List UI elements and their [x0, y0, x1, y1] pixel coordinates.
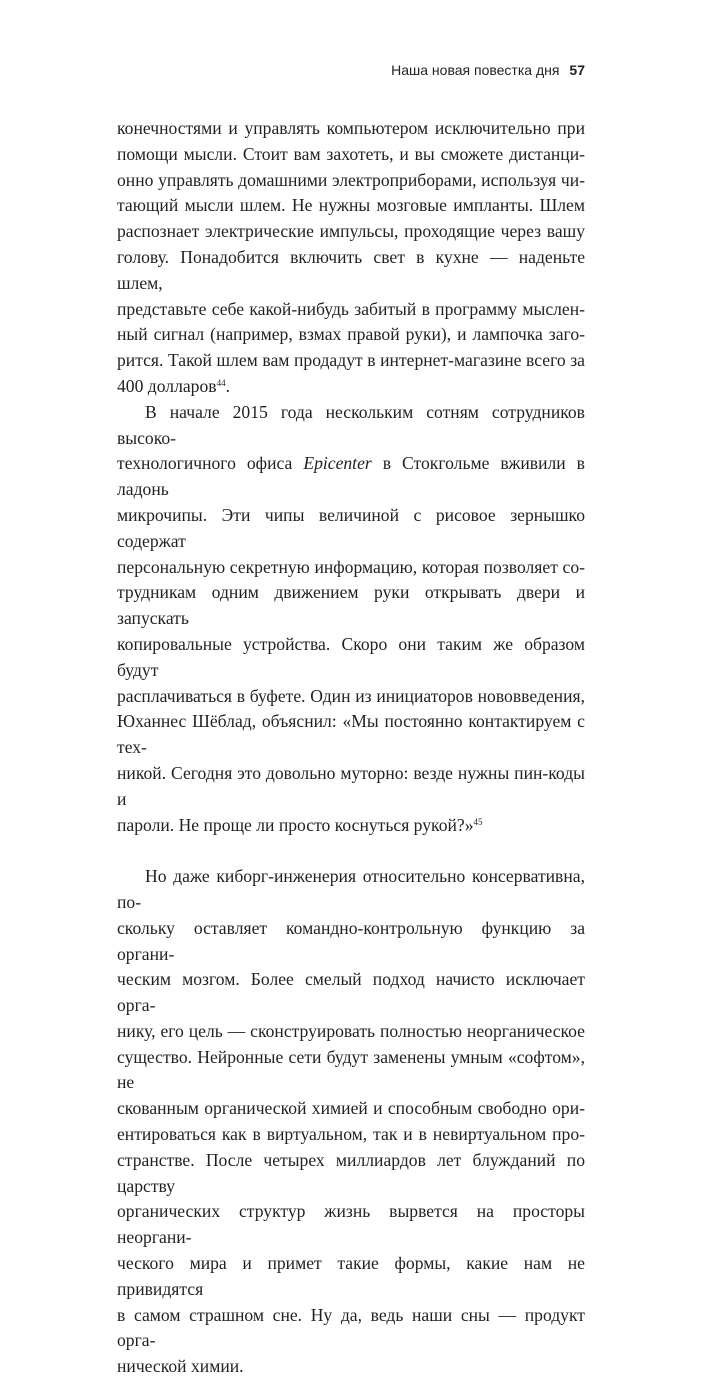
- body-text: [117, 116, 585, 1380]
- text-line: голову. Понадобится включить свет в кухне — наденьте шлем,: [117, 246, 585, 293]
- text-line: рится. Такой шлем вам продадут в интернет-магазине всего за: [117, 350, 585, 371]
- page-number: 57: [569, 62, 585, 78]
- text-line: Но даже киборг-инженерия относительно консервативна, по-: [117, 866, 585, 912]
- text-line: [117, 813, 585, 839]
- text-line: представьте себе какой-нибудь забитый в программу мыслен-: [117, 298, 585, 319]
- text-line: онно управлять домашними электроприборами, используя чи-: [117, 169, 585, 190]
- text-fragment: в Стокгольме вживили в ладонь: [117, 453, 585, 500]
- text-line: скольку оставляет командно-контрольную функцию за органи-: [117, 917, 585, 964]
- text-line: расплачиваться в буфете. Один из инициаторов нововведения,: [117, 685, 585, 706]
- text-line: ный сигнал (например, взмах правой руки), и лампочка заго-: [117, 324, 585, 345]
- text-line: нику, его цель — сконструировать полностью неорганическое: [117, 1020, 585, 1041]
- text-line: существо. Нейронные сети будут заменены умным «софтом», не: [117, 1046, 585, 1093]
- chapter-title: Наша новая повестка дня: [391, 62, 560, 78]
- text-line: в самом страшном сне. Ну да, ведь наши сны — продукт орга-: [117, 1304, 585, 1351]
- text-line: В начале 2015 года нескольким сотням сотрудников высоко-: [117, 401, 585, 448]
- footnote-marker: 44: [216, 377, 226, 388]
- text-line: странстве. После четырех миллиардов лет блужданий по царству: [117, 1149, 585, 1196]
- text-line: ентироваться как в виртуальном, так и в невиртуальном про-: [117, 1124, 585, 1145]
- text-fragment: 400 долларов: [117, 375, 217, 396]
- running-header: [391, 62, 585, 78]
- text-line: нической химии.: [117, 1356, 244, 1377]
- text-line: органических структур жизнь вырвется на просторы неоргани-: [117, 1201, 585, 1248]
- text-line: 400 долларов$^{44}$.: [117, 375, 230, 396]
- text-line: помощи мысли. Стоит вам захотеть, и вы сможете дистанци-: [117, 143, 585, 164]
- text-line: тающий мысли шлем. Не нужны мозговые импланты. Шлем: [117, 195, 585, 216]
- text-line: конечностями и управлять компьютером исключительно при: [117, 118, 585, 138]
- paragraph-1: [117, 116, 585, 400]
- text-line: трудникам одним движением руки открывать двери и запускать: [117, 582, 585, 629]
- text-line: копировальные устройства. Скоро они таким же образом будут: [117, 633, 585, 680]
- italic-term: Epicenter: [303, 453, 372, 474]
- text-line: никой. Сегодня это довольно муторно: везде нужны пин-коды и: [117, 762, 585, 809]
- text-line: распознает электрические импульсы, проходящие через вашу: [117, 221, 585, 242]
- paragraph-2: [117, 400, 585, 839]
- text-line: [117, 451, 585, 503]
- text-line: микрочипы. Эти чипы величиной с рисовое зернышко содержат: [117, 504, 585, 551]
- text-line: персональную секретную информацию, которая позволяет со-: [117, 556, 585, 577]
- text-line: Юханнес Шёблад, объяснил: «Мы постоянно контактируем с тех-: [117, 711, 585, 758]
- text-line: скованным органической химией и способным свободно ори-: [117, 1098, 585, 1119]
- text-fragment: пароли. Не проще ли просто коснуться рукой?»: [117, 814, 474, 835]
- paragraph-3: [117, 864, 585, 1380]
- text-line: ческого мира и примет такие формы, какие нам не привидятся: [117, 1253, 585, 1299]
- text-fragment: технологичного офиса: [117, 453, 304, 474]
- footnote-marker: 45: [473, 816, 483, 827]
- text-line: ческим мозгом. Более смелый подход начисто исключает орга-: [117, 969, 585, 1016]
